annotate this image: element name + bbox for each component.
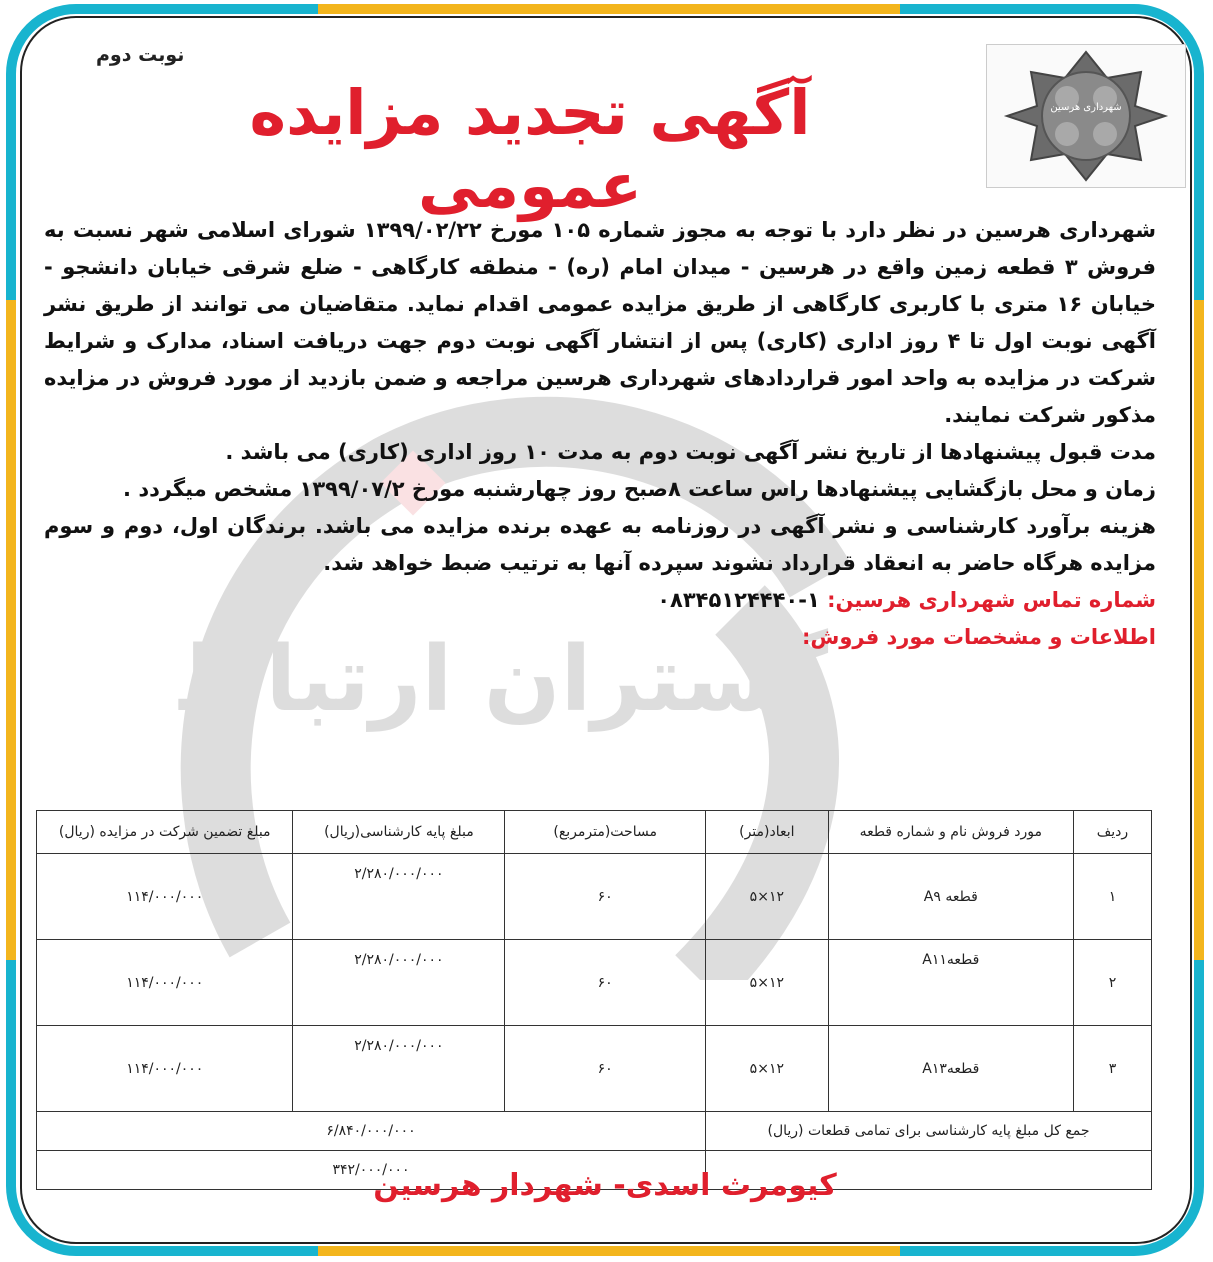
col-header-base-price: مبلغ پایه کارشناسی(ریال) <box>293 811 505 854</box>
cell-area: ۶۰ <box>505 940 706 1026</box>
left-accent-bar <box>6 300 16 960</box>
cell-base-price: ۲/۲۸۰/۰۰۰/۰۰۰ <box>293 1026 505 1112</box>
col-header-row-number: ردیف <box>1073 811 1151 854</box>
announcement-body <box>44 212 1156 656</box>
total-label: جمع کل مبلغ پایه کارشناسی برای تمامی قطعات (ریال) <box>706 1112 1152 1151</box>
cell-area: ۶۰ <box>505 854 706 940</box>
contact-line <box>44 582 1156 619</box>
body-paragraph-2: مدت قبول پیشنهادها از تاریخ نشر آگهی نوبت دوم به مدت ۱۰ روز اداری (کاری) می باشد . <box>225 440 1156 464</box>
cell-base-price: ۲/۲۸۰/۰۰۰/۰۰۰ <box>293 940 505 1026</box>
col-header-area: مساحت(مترمربع) <box>505 811 706 854</box>
total-row <box>37 1112 1152 1151</box>
municipality-logo <box>986 44 1186 188</box>
guarantee-total-value: ۳۴۲/۰۰۰/۰۰۰ <box>37 1151 706 1190</box>
watermark-text: گستران ارتباط <box>171 627 829 732</box>
lots-table <box>36 810 1152 1190</box>
page-title: آگهی تجدید مزایده عمومی <box>249 76 811 222</box>
table-header-row <box>37 811 1152 854</box>
cell-guarantee: ۱۱۴/۰۰۰/۰۰۰ <box>37 1026 293 1112</box>
table-row <box>37 1026 1152 1112</box>
right-accent-bar <box>1194 300 1204 960</box>
cell-item: قطعهA۱۱ <box>828 940 1073 1026</box>
contact-number: ۱-۰۸۳۴۵۱۲۴۴۴۰ <box>657 588 820 612</box>
cell-dimensions: ۱۲×۵ <box>706 940 829 1026</box>
cell-guarantee: ۱۱۴/۰۰۰/۰۰۰ <box>37 940 293 1026</box>
body-paragraph-4: هزینه برآورد کارشناسی و نشر آگهی در روزنامه به عهده برنده مزایده می باشد. برندگان اول، دوم و سوم مزایده هرگاه حاضر به انعقاد قرارداد نشوند سپرده آنها به ترتیب ضبط خواهد شد. <box>44 514 1156 575</box>
top-accent-bar <box>318 4 900 14</box>
total-value: ۶/۸۴۰/۰۰۰/۰۰۰ <box>37 1112 706 1151</box>
col-header-dimensions: ابعاد(متر) <box>706 811 829 854</box>
logo-caption: شهرداری هرسین <box>1050 102 1122 113</box>
cell-dimensions: ۱۲×۵ <box>706 1026 829 1112</box>
cell-item: قطعهA۱۳ <box>828 1026 1073 1112</box>
cell-guarantee: ۱۱۴/۰۰۰/۰۰۰ <box>37 854 293 940</box>
col-header-guarantee: مبلغ تضمین شرکت در مزایده (ریال) <box>37 811 293 854</box>
info-heading: اطلاعات و مشخصات مورد فروش: <box>801 625 1156 649</box>
mayor-signature: کیومرث اسدی- شهردار هرسین <box>373 1168 837 1203</box>
table-row <box>37 854 1152 940</box>
contact-label: شماره تماس شهرداری هرسین: <box>827 588 1156 612</box>
cell-row-number: ۲ <box>1073 940 1151 1026</box>
cell-item: قطعه A۹ <box>828 854 1073 940</box>
publication-turn-label: نوبت دوم <box>96 44 185 66</box>
table-row <box>37 940 1152 1026</box>
body-paragraph-3: زمان و محل بازگشایی پیشنهادها راس ساعت ۸صبح روز چهارشنبه مورخ ۱۳۹۹/۰۷/۲ مشخص میگردد . <box>123 477 1156 501</box>
cell-dimensions: ۱۲×۵ <box>706 854 829 940</box>
bottom-accent-bar <box>318 1246 900 1256</box>
cell-row-number: ۱ <box>1073 854 1151 940</box>
body-paragraph-1: شهرداری هرسین در نظر دارد با توجه به مجوز شماره ۱۰۵ مورخ ۱۳۹۹/۰۲/۲۲ شورای اسلامی شهر نسبت به فروش ۳ قطعه زمین واقع در هرسین - میدان امام (ره) - منطقه کارگاهی - ضلع شرقی خیابان دانشجو - خیابان ۱۶ متری با کاربری کارگاهی از طریق مزایده عمومی اقدام نماید. متقاضیان می توانند از طریق نشر آگهی نوبت اول تا ۴ روز اداری (کاری) پس از انتشار آگهی نوبت دوم جهت دریافت اسناد، مدارک و شرایط شرکت در مزایده به واحد امور قراردادهای شهرداری هرسین مراجعه و ضمن بازدید از مورد فروش در مزایده مذکور شرکت نمایند. <box>44 218 1156 427</box>
star-emblem-icon <box>1001 48 1171 184</box>
cell-base-price: ۲/۲۸۰/۰۰۰/۰۰۰ <box>293 854 505 940</box>
col-header-item: مورد فروش نام و شماره قطعه <box>828 811 1073 854</box>
cell-area: ۶۰ <box>505 1026 706 1112</box>
cell-row-number: ۳ <box>1073 1026 1151 1112</box>
